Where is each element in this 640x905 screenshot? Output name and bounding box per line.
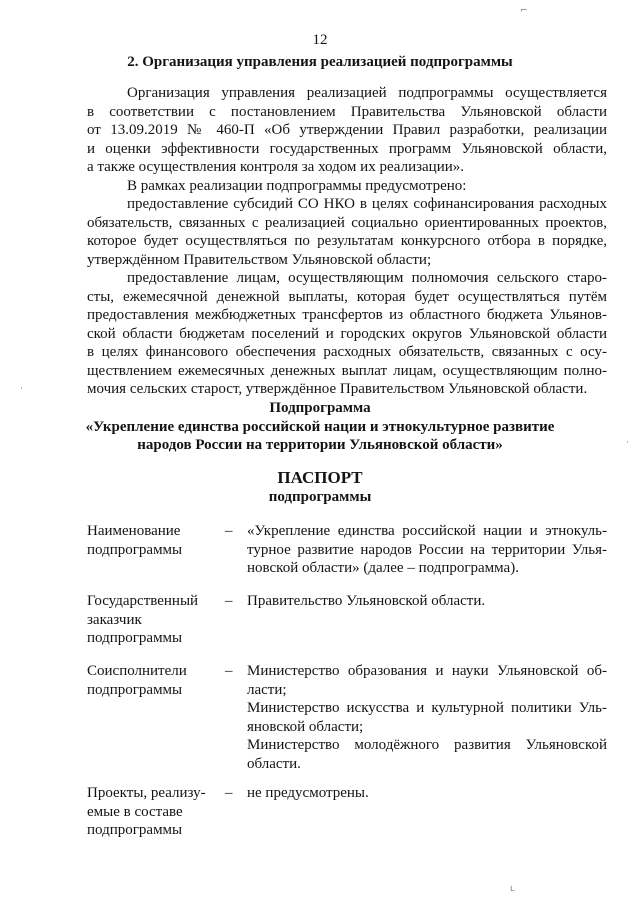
scan-speck: ·	[626, 438, 629, 448]
subprogram-label: Подпрограмма	[269, 400, 371, 416]
label-line: Наименование	[87, 523, 181, 539]
value-line: новской области» (далее – подпрограмма).	[247, 560, 519, 576]
text-line: в соответствии с постановлением Правительства Ульяновской области	[87, 103, 607, 120]
label-line: подпрограммы	[87, 822, 183, 838]
label-line: подпрограммы	[87, 541, 183, 558]
text-line: предоставление субсидий СО НКО в целях софинансирования расходных	[127, 196, 607, 212]
subprogram-title-line: народов России на территории Ульяновской области»	[137, 437, 503, 453]
paragraph-organization	[87, 84, 607, 177]
section-heading: 2. Организация управления реализацией подпрограммы	[127, 54, 513, 70]
text-line: от 13.09.2019 № 460-П «Об утверждении Правил разработки, реализации	[87, 122, 607, 138]
text-line: предоставления межбюджетных трансфертов из областного бюджета Ульянов-	[87, 307, 607, 323]
value-line: ласти;	[247, 681, 287, 698]
paragraph-subsidies	[87, 195, 607, 269]
passport-heading	[0, 468, 640, 506]
subprogram-title-line: «Укрепление единства российской нации и этнокультурное развитие	[85, 418, 555, 435]
dash-separator: –	[225, 523, 233, 539]
page-number: 12	[312, 32, 328, 48]
text-line: ской области бюджетам поселений и городских округов Ульяновской области	[87, 325, 607, 342]
body-text	[87, 84, 607, 399]
scan-speck: ⌐	[520, 6, 528, 16]
value-line: Министерство образования и науки Ульяновской об-	[247, 663, 607, 679]
label-line: заказчик	[87, 611, 142, 628]
passport-row-value	[247, 662, 607, 773]
label-line: подпрограммы	[87, 681, 183, 698]
text-line: сты, ежемесячной денежной выплаты, которая будет осуществляться путём	[87, 288, 607, 305]
text-line: мочия сельских старост, утверждённое Правительством Ульяновской области.	[87, 381, 588, 397]
subprogram-heading	[0, 399, 640, 455]
label-line: Соисполнители	[87, 663, 187, 679]
passport-row-label	[87, 784, 217, 840]
value-line: не предусмотрены.	[247, 785, 369, 801]
passport-row-label	[87, 522, 217, 559]
text-line: Организация управления реализацией подпрограммы осуществляется	[127, 85, 607, 101]
text-line: ществлением ежемесячных денежных выплат лицам, осуществляющим полно-	[87, 362, 607, 379]
paragraph-payments	[87, 269, 607, 399]
text-line: и оценки эффективности государственных программ Ульяновской области,	[87, 140, 607, 157]
passport-title: ПАСПОРТ	[277, 468, 363, 487]
label-line: емые в составе	[87, 803, 183, 820]
label-line: подпрограммы	[87, 630, 183, 646]
text-line: а также осуществления контроля за ходом их реализации».	[87, 159, 465, 175]
text-line: утверждённом Правительством Ульяновской области;	[87, 251, 432, 268]
paragraph-scope	[87, 177, 607, 196]
text-line: В рамках реализации подпрограммы предусмотрено:	[127, 177, 467, 194]
value-line: области.	[247, 755, 301, 772]
value-line: турное развитие народов России на территории Улья-	[247, 541, 607, 558]
passport-row-label	[87, 662, 217, 699]
text-line: которое будет осуществляться по результатам конкурсного отбора в порядке,	[87, 233, 607, 249]
passport-row-value	[247, 522, 607, 578]
passport-row-value	[247, 784, 607, 803]
value-line: «Укрепление единства российской нации и этнокуль-	[247, 523, 607, 539]
text-line: обязательств, связанных с реализацией социально ориентированных проектов,	[87, 214, 607, 231]
value-line: Министерство молодёжного развития Ульяновской	[247, 737, 607, 753]
text-line: в целях финансового обеспечения расходных обязательств, связанных с осу-	[87, 344, 607, 360]
passport-row-value	[247, 592, 607, 611]
dash-separator: –	[225, 785, 233, 801]
dash-separator: –	[225, 593, 233, 609]
value-line: Правительство Ульяновской области.	[247, 593, 486, 609]
value-line: яновской области;	[247, 718, 364, 735]
passport-subtitle: подпрограммы	[268, 489, 372, 505]
scan-speck: ʟ	[510, 884, 515, 894]
label-line: Государственный	[87, 593, 199, 609]
text-line: предоставление лицам, осуществляющим полномочия сельского старо-	[127, 270, 607, 286]
value-line: Министерство искусства и культурной политики Уль-	[247, 700, 607, 716]
passport-row-label	[87, 592, 217, 648]
dash-separator: –	[225, 663, 233, 679]
scan-speck: ·	[20, 384, 23, 394]
label-line: Проекты, реализу-	[87, 785, 206, 801]
